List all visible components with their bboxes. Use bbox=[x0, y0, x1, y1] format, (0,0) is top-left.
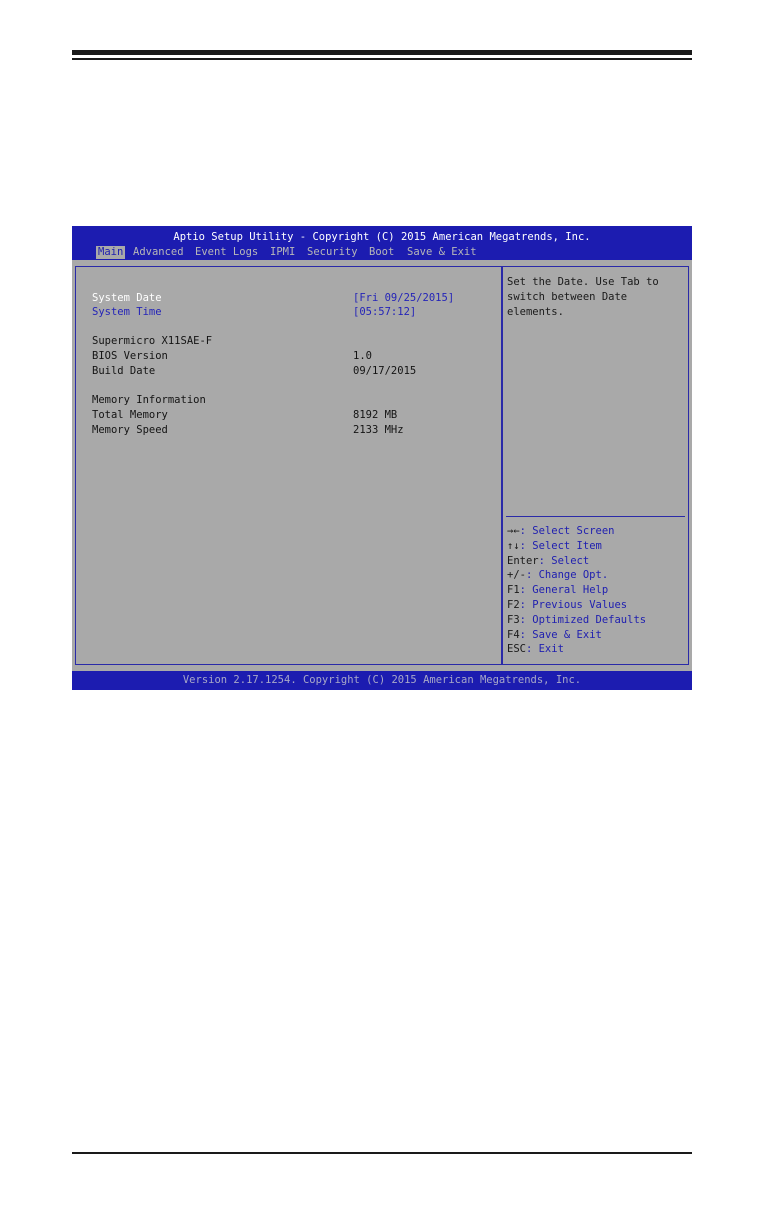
system-time-value[interactable]: [05:57:12] bbox=[353, 306, 417, 318]
bios-version-row bbox=[92, 349, 492, 363]
system-time-label[interactable]: System Time bbox=[92, 306, 162, 318]
key-f3: F3 bbox=[507, 613, 520, 626]
memory-speed-value: 2133 MHz bbox=[353, 424, 404, 436]
system-date-value[interactable]: [Fri 09/25/2015] bbox=[353, 292, 455, 304]
build-date-row bbox=[92, 364, 492, 378]
system-time-row[interactable] bbox=[92, 305, 492, 319]
key-change-opt: +/- bbox=[507, 569, 526, 582]
board-name-row bbox=[92, 334, 492, 348]
tab-save-exit[interactable]: Save & Exit bbox=[407, 246, 477, 258]
help-panel bbox=[502, 266, 689, 665]
page-header-rule-thin bbox=[72, 58, 692, 60]
memory-info-row bbox=[92, 393, 492, 407]
key-item: F1: General Help bbox=[507, 584, 609, 597]
footer-bar: Version 2.17.1254. Copyright (C) 2015 American Megatrends, Inc. bbox=[72, 671, 692, 690]
key-item: →←: Select Screen bbox=[507, 525, 615, 537]
key-item: +/-: Change Opt. bbox=[507, 569, 609, 582]
build-date-label: Build Date bbox=[92, 365, 156, 377]
key-select-item: ↑↓ bbox=[507, 539, 520, 552]
total-memory-row bbox=[92, 408, 492, 422]
page-footer-rule bbox=[72, 1152, 692, 1154]
key-f1: F1 bbox=[507, 584, 520, 597]
key-item: F3: Optimized Defaults bbox=[507, 613, 647, 626]
tab-ipmi[interactable]: IPMI bbox=[270, 246, 296, 258]
key-esc: ESC bbox=[507, 643, 526, 656]
build-date-value: 09/17/2015 bbox=[353, 365, 417, 377]
key-enter: Enter bbox=[507, 554, 539, 567]
key-f4: F4 bbox=[507, 628, 520, 641]
total-memory-label: Total Memory bbox=[92, 409, 168, 421]
key-select-screen: →← bbox=[507, 525, 520, 537]
tab-security[interactable]: Security bbox=[307, 246, 358, 258]
total-memory-value: 8192 MB bbox=[353, 409, 398, 421]
bios-version-label: BIOS Version bbox=[92, 350, 168, 362]
key-item: F2: Previous Values bbox=[507, 598, 628, 611]
memory-speed-row bbox=[92, 423, 492, 437]
tab-main[interactable]: Main bbox=[98, 246, 124, 258]
bios-version-value: 1.0 bbox=[353, 350, 372, 362]
system-date-row[interactable] bbox=[92, 291, 492, 305]
board-name: Supermicro X11SAE-F bbox=[92, 335, 213, 347]
key-item: Enter: Select bbox=[507, 554, 590, 567]
bios-screen bbox=[72, 226, 692, 690]
memory-info-header: Memory Information bbox=[92, 394, 206, 406]
tab-advanced[interactable]: Advanced bbox=[133, 246, 184, 258]
key-item: F4: Save & Exit bbox=[507, 628, 602, 641]
tab-bar bbox=[72, 244, 692, 260]
system-date-label[interactable]: System Date bbox=[92, 292, 162, 304]
key-legend bbox=[507, 524, 646, 657]
help-divider bbox=[506, 516, 685, 517]
tab-event-logs[interactable]: Event Logs bbox=[195, 246, 259, 258]
memory-speed-label: Memory Speed bbox=[92, 424, 168, 436]
page-header-rule bbox=[72, 50, 692, 55]
title-bar: Aptio Setup Utility - Copyright (C) 2015 American Megatrends, Inc. bbox=[72, 226, 692, 244]
help-text: Set the Date. Use Tab to switch between Date elements. bbox=[507, 276, 666, 318]
tab-boot[interactable]: Boot bbox=[369, 246, 395, 258]
key-item: ↑↓: Select Item bbox=[507, 539, 602, 552]
key-f2: F2 bbox=[507, 598, 520, 611]
key-item: ESC: Exit bbox=[507, 643, 564, 656]
main-panel bbox=[75, 266, 502, 665]
